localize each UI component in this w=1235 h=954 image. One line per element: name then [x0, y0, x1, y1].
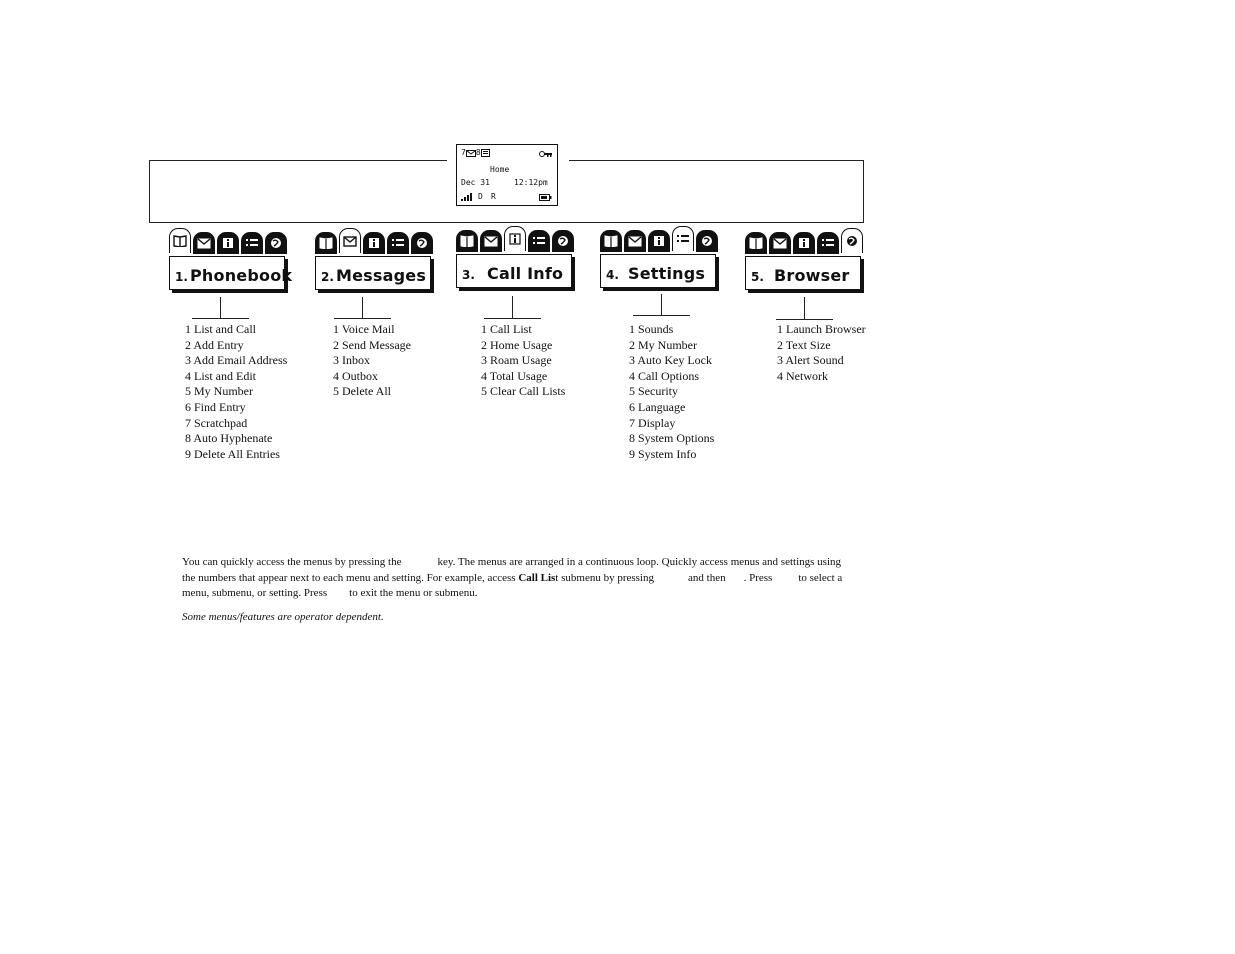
browser-title-box	[745, 256, 861, 290]
phone-idle-screen	[456, 144, 558, 206]
info-icon	[367, 237, 381, 249]
call-list-bold-text: Call Lis	[518, 572, 556, 584]
info-icon	[652, 235, 666, 247]
settings-tab	[387, 232, 409, 254]
frame-right	[863, 160, 864, 222]
home-label: Home	[490, 165, 510, 174]
phonebook-tab	[169, 228, 191, 253]
paragraph-line-3	[182, 586, 477, 601]
list-icon	[676, 233, 690, 245]
list-item: 1 Voice Mail	[333, 322, 395, 336]
list-item: 4 Total Usage	[481, 368, 548, 383]
list-item: 1 Sounds	[629, 322, 674, 336]
browser-tab	[552, 230, 574, 252]
messages-tab	[769, 232, 791, 254]
settings-connector	[661, 294, 662, 316]
globe-icon	[269, 237, 283, 249]
messages-tab	[339, 228, 361, 253]
call-info-connector	[512, 296, 513, 318]
phonebook-tab	[456, 230, 478, 252]
list-item: 7 Scratchpad	[185, 415, 248, 430]
date-text: Dec 31	[461, 178, 490, 187]
text-span: . Press	[743, 572, 773, 584]
menu-number: 4.	[606, 268, 619, 282]
settings-tab	[817, 232, 839, 254]
envelope-icon	[343, 235, 357, 247]
digital-indicator: D	[478, 192, 483, 201]
settings-tab	[241, 232, 263, 254]
list-item: 5 Clear Call Lists	[481, 384, 566, 399]
call-info-title-box	[456, 254, 572, 288]
list-item: 3 Alert Sound	[777, 353, 844, 368]
frame-top-left	[149, 160, 447, 161]
list-item: 5 My Number	[185, 384, 253, 399]
settings-connector-bar	[633, 315, 690, 316]
globe-icon	[556, 235, 570, 247]
list-item: 4 Outbox	[333, 368, 378, 383]
list-item: 1 Call List	[481, 322, 532, 336]
signal-strength-icon	[461, 193, 473, 201]
list-item: 3 Add Email Address	[185, 353, 288, 368]
list-item: 2 Home Usage	[481, 337, 553, 352]
list-icon	[391, 237, 405, 249]
list-item: 4 List and Edit	[185, 368, 256, 383]
menu-number: 1.	[175, 270, 188, 284]
phonebook-connector-bar	[192, 318, 249, 319]
paragraph-line-1	[182, 555, 841, 570]
list-item: 5 Delete All	[333, 384, 391, 399]
list-item: 3 Inbox	[333, 353, 370, 368]
callinfo-tab	[648, 230, 670, 252]
list-item: 2 My Number	[629, 337, 697, 352]
message-count: 8	[475, 148, 481, 157]
menu-title: Browser	[774, 266, 850, 285]
list-item: 5 Security	[629, 384, 678, 399]
messages-tab	[480, 230, 502, 252]
browser-tab	[265, 232, 287, 254]
battery-icon	[539, 194, 552, 201]
menu-title: Messages	[336, 266, 427, 285]
key-lock-icon	[539, 150, 553, 158]
text-span: t submenu by pressing	[555, 572, 654, 584]
call-info-submenu-list	[481, 322, 565, 400]
paragraph-line-2	[182, 571, 842, 586]
phonebook-title-box	[169, 256, 293, 290]
text-span: key. The menus are arranged in a continuous loop. Quickly access menus and settings using	[437, 556, 841, 568]
globe-icon	[700, 235, 714, 247]
browser-connector-bar	[776, 319, 833, 320]
list-item: 8 Auto Hyphenate	[185, 431, 273, 446]
globe-icon	[415, 237, 429, 249]
settings-title-box	[600, 254, 716, 288]
phonebook-submenu-list	[185, 322, 287, 462]
browser-submenu-list	[777, 322, 866, 384]
list-item: 9 Delete All Entries	[185, 446, 280, 461]
menu-title: Call Info	[487, 264, 564, 283]
globe-icon	[845, 235, 859, 247]
book-icon	[173, 235, 187, 247]
list-item: 9 System Info	[629, 446, 697, 461]
text-span: menu, submenu, or setting. Press	[182, 587, 328, 599]
menu-title: Settings	[628, 264, 706, 283]
phonebook-tab	[745, 232, 767, 254]
callinfo-tab	[363, 232, 385, 254]
list-icon	[245, 237, 259, 249]
list-item: 6 Find Entry	[185, 399, 246, 414]
list-item: 3 Auto Key Lock	[629, 353, 712, 368]
list-icon	[821, 237, 835, 249]
menu-number: 3.	[462, 268, 475, 282]
messages-tab	[624, 230, 646, 252]
text-span: to exit the menu or submenu.	[349, 587, 478, 599]
roaming-indicator: R	[491, 192, 496, 201]
info-icon	[797, 237, 811, 249]
messages-submenu-list	[333, 322, 411, 400]
phonebook-tab	[600, 230, 622, 252]
book-icon	[604, 235, 618, 247]
list-item: 7 Display	[629, 415, 676, 430]
list-item: 4 Network	[777, 368, 828, 383]
list-item: 6 Language	[629, 399, 686, 414]
messages-title-box	[315, 256, 431, 290]
list-item: 1 List and Call	[185, 322, 256, 336]
list-item: 1 Launch Browser	[777, 322, 866, 336]
list-item: 2 Send Message	[333, 337, 411, 352]
callinfo-tab	[504, 226, 526, 251]
time-text: 12:12pm	[514, 178, 548, 187]
phonebook-tab	[315, 232, 337, 254]
operator-note: Some menus/features are operator dependent.	[182, 611, 384, 623]
menu-title: Phonebook	[190, 266, 293, 285]
browser-tab	[696, 230, 718, 252]
messages-tab	[193, 232, 215, 254]
text-span: to select a	[798, 572, 843, 584]
list-item: 3 Roam Usage	[481, 353, 552, 368]
browser-tab	[841, 228, 863, 253]
envelope-icon	[484, 235, 498, 247]
list-item: 4 Call Options	[629, 368, 700, 383]
frame-top-right	[569, 160, 864, 161]
browser-tab	[411, 232, 433, 254]
text-span: the numbers that appear next to each menu and setting. For example, access	[182, 572, 516, 584]
voicemail-count: 7	[461, 148, 466, 157]
settings-tab	[528, 230, 550, 252]
settings-tab	[672, 226, 694, 251]
info-icon	[508, 233, 522, 245]
envelope-icon	[197, 237, 211, 249]
info-icon	[221, 237, 235, 249]
message-icon	[481, 149, 490, 157]
phonebook-connector	[220, 297, 221, 318]
call-info-connector-bar	[484, 318, 541, 319]
book-icon	[749, 237, 763, 249]
menu-number: 5.	[751, 270, 764, 284]
messages-connector	[362, 297, 363, 318]
menu-number: 2.	[321, 270, 334, 284]
list-item: 2 Add Entry	[185, 337, 244, 352]
list-item: 8 System Options	[629, 431, 715, 446]
envelope-icon	[773, 237, 787, 249]
frame-bottom	[149, 222, 864, 223]
text-span: You can quickly access the menus by pressing the	[182, 556, 402, 568]
settings-submenu-list	[629, 322, 714, 462]
book-icon	[460, 235, 474, 247]
text-span: and then	[688, 572, 726, 584]
callinfo-tab	[793, 232, 815, 254]
browser-connector	[804, 297, 805, 319]
frame-left	[149, 160, 150, 222]
messages-connector-bar	[334, 318, 391, 319]
envelope-icon	[628, 235, 642, 247]
list-item: 2 Text Size	[777, 337, 831, 352]
voicemail-icon	[466, 149, 476, 157]
callinfo-tab	[217, 232, 239, 254]
book-icon	[319, 237, 333, 249]
list-icon	[532, 235, 546, 247]
